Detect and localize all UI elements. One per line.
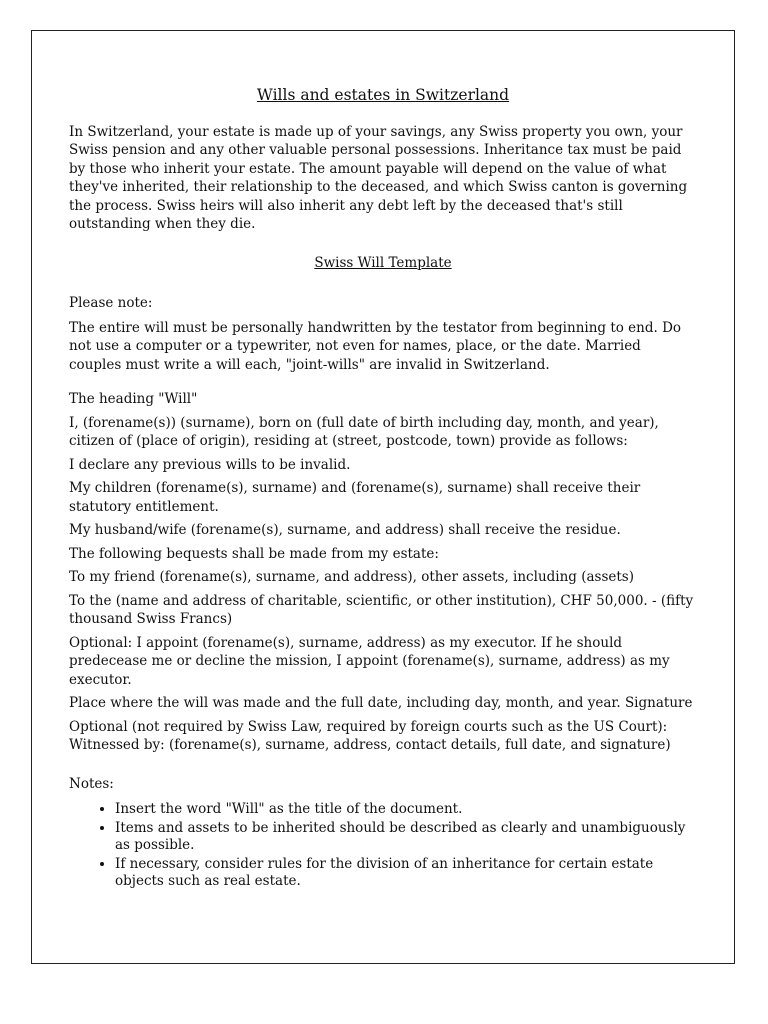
document-title: Wills and estates in Switzerland bbox=[256, 86, 510, 104]
clause-witness: Optional (not required by Swiss Law, required by foreign courts such as the US Court): Witnessed by: (forename(s), surname, address, contact details, full date, and signature) bbox=[69, 718, 671, 753]
list-item: • If necessary, consider rules for the division of an inheritance for certain estate objects such as real estate. bbox=[115, 856, 697, 890]
clause-executor: Optional: I appoint (forename(s), surname, address) as my executor. If he should predecease me or decline the mission, I appoint (forename(s), surname, address) as my executor. bbox=[69, 634, 670, 688]
clause-revocation: I declare any previous wills to be invalid. bbox=[69, 456, 351, 473]
clause-place-signature: Place where the will was made and the full date, including day, month, and year. Signature bbox=[69, 695, 693, 711]
list-item: • Insert the word "Will" as the title of the document. bbox=[115, 801, 697, 818]
clause-institution: To the (name and address of charitable, scientific, or other institution), CHF 50,000. - (fifty thousand Swiss Francs) bbox=[69, 592, 694, 627]
please-note-label: Please note: bbox=[69, 295, 153, 311]
clause-bequests: The following bequests shall be made from my estate: bbox=[69, 545, 439, 562]
document-body bbox=[69, 86, 697, 892]
clause-friend: To my friend (forename(s), surname, and address), other assets, including (assets) bbox=[69, 569, 635, 585]
intro-paragraph: In Switzerland, your estate is made up of your savings, any Swiss property you own, your Swiss pension and any other valuable personal possessions. Inheritance tax must be paid by those who inherit your estate. The amount payable will depend on the value of what they've inherited, their relationship to the deceased, and which Swiss canton is governing the process. Swiss heirs will also inherit any debt left by the deceased that's still outstanding when they die. bbox=[69, 123, 688, 232]
clause-spouse: My husband/wife (forename(s), surname, and address) shall receive the residue. bbox=[69, 522, 621, 538]
notes-list bbox=[69, 801, 697, 890]
notes-label: Notes: bbox=[69, 775, 114, 792]
clause-testator: I, (forename(s)) (surname), born on (full date of birth including day, month, and year), citizen of (place of origin), residing at (street, postcode, town) provide as follows: bbox=[69, 414, 659, 449]
clause-heading: The heading "Will" bbox=[69, 391, 198, 407]
template-heading: Swiss Will Template bbox=[314, 254, 452, 271]
clause-children: My children (forename(s), surname) and (forename(s), surname) shall receive their statutory entitlement. bbox=[69, 480, 641, 515]
list-item: • Items and assets to be inherited should be described as clearly and unambiguously as possible. bbox=[115, 820, 697, 854]
please-note-text: The entire will must be personally handwritten by the testator from beginning to end. Do not use a computer or a typewriter, not even for names, place, or the date. Married couples must write a will each, "joint-wills" are invalid in Switzerland. bbox=[69, 319, 682, 373]
